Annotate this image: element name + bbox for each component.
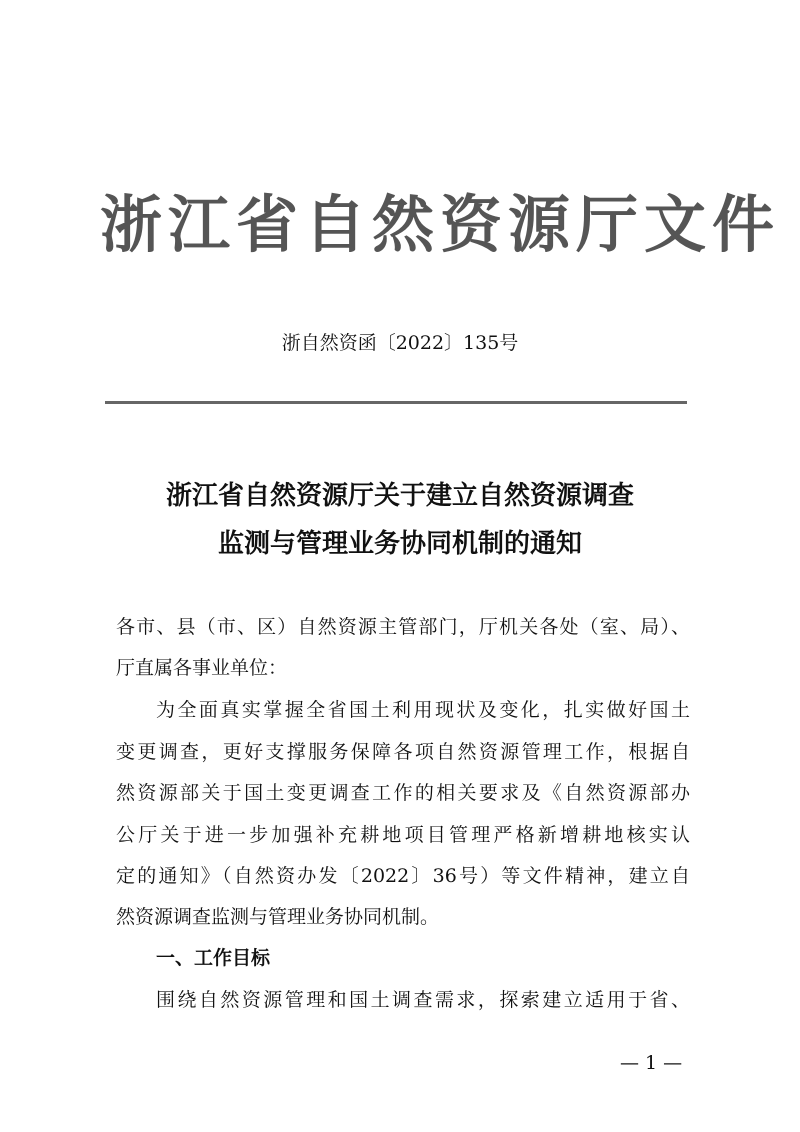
paragraph-1-line-5: 定的通知》（自然资办发〔2022〕36号）等文件精神，建立自 <box>116 865 690 887</box>
paragraph-1-line-1: 为全面真实掌握全省国土利用现状及变化，扎实做好国土 <box>156 699 690 721</box>
paragraph-1-line-2: 变更调查，更好支撑服务保障各项自然资源管理工作，根据自 <box>116 741 690 763</box>
document-number: 浙自然资函〔2022〕135号 <box>281 332 519 354</box>
page-number: — 1 — <box>620 1052 683 1074</box>
paragraph-1-line-4: 公厅关于进一步加强补充耕地项目管理严格新增耕地核实认 <box>116 824 690 846</box>
document-title-line-1: 浙江省自然资源厅关于建立自然资源调查 <box>165 481 634 511</box>
document-masthead: 浙江省自然资源厅文件 <box>100 188 781 261</box>
paragraph-2-line-1: 围绕自然资源管理和国土调查需求，探索建立适用于省、 <box>156 989 690 1011</box>
section-1-heading: 一、工作目标 <box>156 947 271 969</box>
header-divider <box>105 401 687 404</box>
paragraph-1-line-3: 然资源部关于国土变更调查工作的相关要求及《自然资源部办 <box>116 782 690 804</box>
document-title-line-2: 监测与管理业务协同机制的通知 <box>217 529 582 559</box>
addressee-line-2: 厅直属各事业单位： <box>116 657 288 679</box>
addressee-line-1: 各市、县（市、区）自然资源主管部门，厅机关各处（室、局）、 <box>116 616 690 638</box>
paragraph-1-line-6: 然资源调查监测与管理业务协同机制。 <box>116 906 440 928</box>
